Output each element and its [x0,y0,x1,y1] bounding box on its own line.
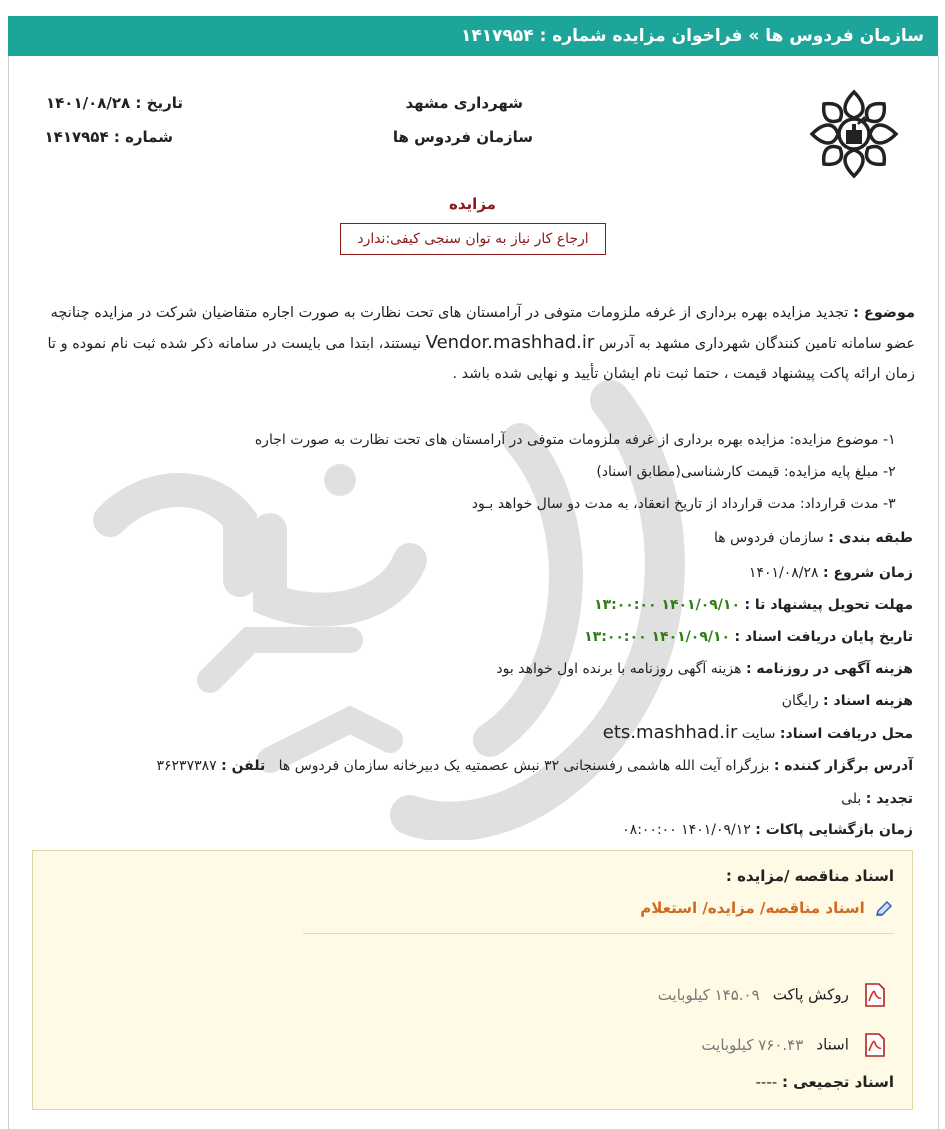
edit-pencil-icon [874,900,894,918]
opening-value: ۱۴۰۱/۰۹/۱۲ ۰۸:۰۰:۰۰ [622,822,751,838]
category-label: طبقه بندی : [828,530,913,546]
docs-end-value: ۱۴۰۱/۰۹/۱۰ ۱۳:۰۰:۰۰ [584,629,731,645]
file-name[interactable]: اسناد [816,1035,849,1054]
start-value: ۱۴۰۱/۰۸/۲۸ [748,565,819,581]
list-item [255,432,913,448]
org-name-line2: سازمان فردوس ها [392,128,533,146]
docs-end-label: تاریخ پایان دریافت اسناد : [734,629,913,645]
subject-text-part1: تجدید مزایده بهره برداری از غرفه ملزومات متوفی در آرامستان های تحت نظارت به صورت اجاره متقاضیان شرکت در مزایده چنانچه عضو سامانه تامین کنندگان شهرداری مشهد به آدرس [50,305,915,352]
documents-title: اسناد مناقصه /مزایده : [725,867,894,885]
doc-cost-row [782,693,913,709]
list-item [472,496,913,512]
subject-label: موضوع : [853,305,915,321]
documents-link[interactable] [640,899,894,918]
subject-text-part2: نیستند، ابتدا می بایست در سامانه ذکر شده ثبت نام نموده و تا زمان ارائه پاکت پیشنهاد قیمت ، حتما ثبت نام ایشان تأیید و نهایی شده باشد . [47,336,915,382]
phone-label: تلفن : [221,758,266,774]
number-row [45,128,173,146]
item-number: ۱- [883,432,896,448]
date-row [46,94,183,112]
renewal-row [841,791,913,807]
notice-kind: مزایده [449,195,496,213]
opening-row [622,822,913,838]
number-value: ۱۴۱۷۹۵۴ [44,128,109,146]
city-logo-icon [808,88,900,180]
ad-cost-label: هزینه آگهی در روزنامه : [745,661,913,677]
ad-cost-row [496,661,913,677]
item-text: مدت قرارداد: مدت قرارداد از تاریخ انعقاد، به مدت دو سال خواهد بـود [471,496,879,512]
file-size: ۱۴۵.۰۹ کیلوبایت [657,985,760,1004]
doc-place-row [603,722,913,743]
org-name-line1: شهرداری مشهد [405,94,523,112]
item-text: موضوع مزایده: مزایده بهره برداری از غرفه ملزومات متوفی در آرامستان های تحت نظارت به صورت اجاره [254,432,879,448]
start-row [749,565,913,581]
doc-cost-label: هزینه اسناد : [823,693,913,709]
doc-place-label: محل دریافت اسناد: [779,726,913,742]
header-title: سازمان فردوس ها » فراخوان مزایده شماره : ۱۴۱۷۹۵۴ [461,26,924,46]
number-label: شماره : [113,128,173,146]
date-label: تاریخ : [135,94,183,112]
renewal-label: تجدید : [865,791,913,807]
address-row [157,758,914,774]
documents-divider [303,933,894,934]
documents-panel [32,850,913,1110]
deadline-row [594,597,913,613]
pdf-icon [864,1033,886,1057]
start-label: زمان شروع : [822,565,913,581]
item-number: ۲- [883,464,896,480]
date-value: ۱۴۰۱/۰۸/۲۸ [45,94,131,112]
deadline-label: مهلت تحویل پیشنهاد تا : [744,597,913,613]
opening-label: زمان بازگشایی پاکات : [755,822,913,838]
docs-end-row [584,629,913,645]
file-name[interactable]: روکش پاکت [772,985,849,1004]
category-value: سازمان فردوس ها [713,530,824,546]
file-size: ۷۶۰.۴۳ کیلوبایت [701,1035,804,1054]
file-item[interactable] [658,983,886,1007]
documents-total-value: ---- [755,1073,778,1091]
pdf-icon [864,983,886,1007]
address-value: بزرگراه آیت الله هاشمی رفسنجانی ۳۲ نبش عصمتیه یک دبیرخانه سازمان فردوس ها [278,758,770,774]
page-header [8,16,938,56]
documents-total-row [756,1073,895,1091]
item-text: مبلغ پایه مزایده: قیمت کارشناسی(مطابق اسناد) [596,464,879,480]
vendor-url: Vendor.mashhad.ir [425,332,595,353]
category-row [714,530,913,546]
doc-place-prefix: سایت [741,726,776,742]
list-item [596,464,913,480]
documents-link-label[interactable]: اسناد مناقصه/ مزایده/ استعلام [640,899,865,917]
ad-cost-value: هزینه آگهی روزنامه با برنده اول خواهد بود [496,661,742,677]
address-label: آدرس برگزار کننده : [773,758,913,774]
doc-place-url: ets.mashhad.ir [602,722,738,743]
documents-total-label: اسناد تجمیعی : [781,1073,894,1091]
subject-paragraph [30,298,915,389]
file-item[interactable] [701,1033,886,1057]
renewal-value: بلی [841,791,862,807]
item-number: ۳- [883,496,896,512]
deadline-value: ۱۴۰۱/۰۹/۱۰ ۱۳:۰۰:۰۰ [594,597,740,613]
quality-check-box: ارجاع کار نیاز به توان سنجی کیفی:ندارد [340,223,606,255]
phone-value: ۳۶۲۳۷۳۸۷ [156,758,217,774]
doc-cost-value: رایگان [781,693,819,709]
